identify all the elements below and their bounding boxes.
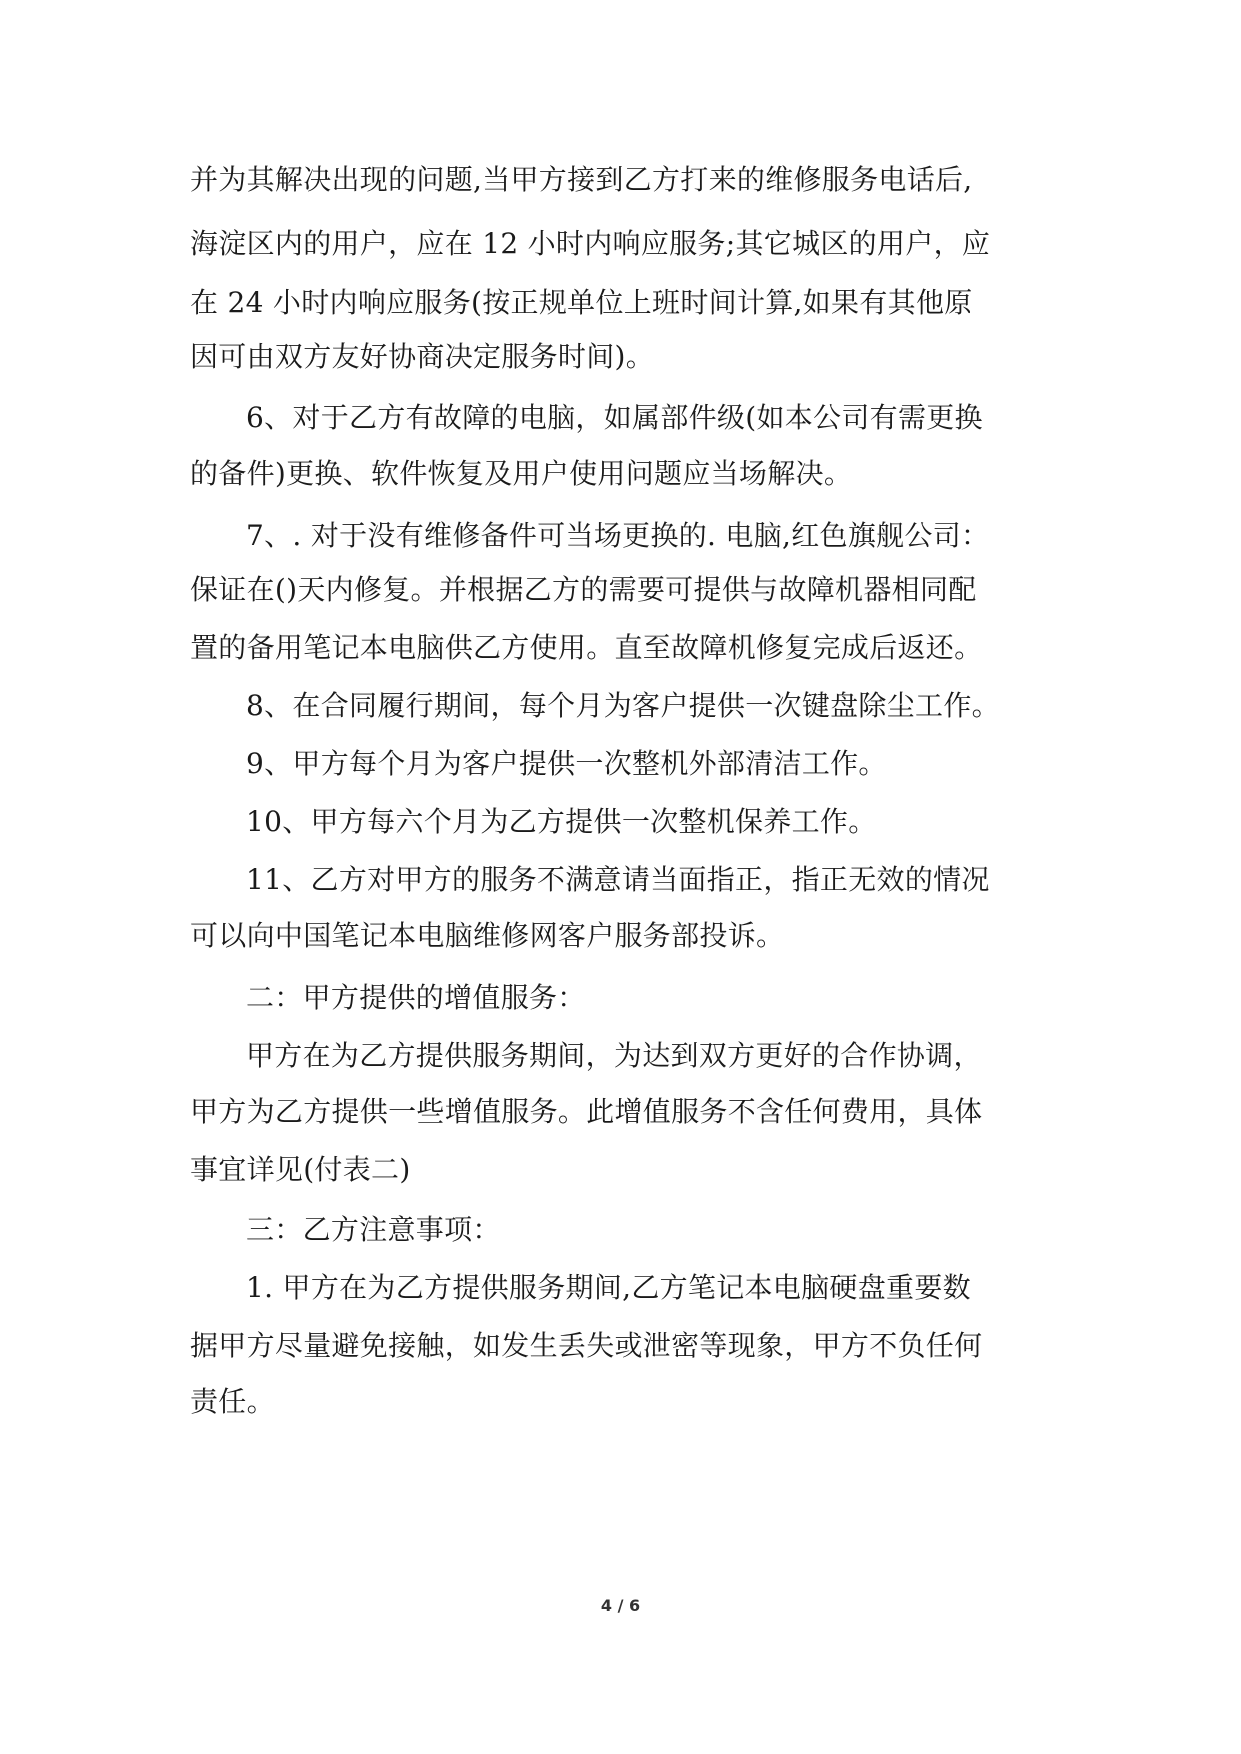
text-line: 因可由双方友好协商决定服务时间)。 <box>190 340 655 373</box>
paragraph-notice-1: 1. 甲方在为乙方提供服务期间,乙方笔记本电脑硬盘重要数 <box>246 1271 971 1304</box>
text-line: 据甲方尽量避免接触，如发生丢失或泄密等现象，甲方不负任何 <box>190 1329 983 1362</box>
paragraph-item-8: 8、在合同履行期间，每个月为客户提供一次键盘除尘工作。 <box>246 689 1000 722</box>
text-line: 事宜详见(付表二) <box>190 1153 411 1186</box>
section-heading-2: 二：甲方提供的增值服务： <box>246 981 586 1014</box>
text-line: 甲方为乙方提供一些增值服务。此增值服务不含任何费用，具体 <box>190 1095 983 1128</box>
text-line: 海淀区内的用户，应在 12 小时内响应服务;其它城区的用户，应 <box>190 227 991 260</box>
paragraph-item-9: 9、甲方每个月为客户提供一次整机外部清洁工作。 <box>246 747 887 780</box>
paragraph-item-11: 11、乙方对甲方的服务不满意请当面指正，指正无效的情况 <box>246 863 990 896</box>
paragraph-item-6: 6、对于乙方有故障的电脑，如属部件级(如本公司有需更换 <box>246 401 983 434</box>
paragraph-item-7: 7、. 对于没有维修备件可当场更换的. 电脑,红色旗舰公司： <box>246 519 990 552</box>
paragraph-item-10: 10、甲方每六个月为乙方提供一次整机保养工作。 <box>246 805 877 838</box>
section-heading-3: 三：乙方注意事项： <box>246 1213 501 1246</box>
text-line: 置的备用笔记本电脑供乙方使用。直至故障机修复完成后返还。 <box>190 631 983 664</box>
page-number: 4 / 6 <box>600 1596 641 1615</box>
text-line: 保证在()天内修复。并根据乙方的需要可提供与故障机器相同配 <box>190 573 977 606</box>
text-line: 责任。 <box>190 1385 275 1418</box>
text-line: 的备件)更换、软件恢复及用户使用问题应当场解决。 <box>190 457 853 490</box>
text-line: 并为其解决出现的问题,当甲方接到乙方打来的维修服务电话后, <box>190 163 973 196</box>
text-line: 在 24 小时内响应服务(按正规单位上班时间计算,如果有其他原 <box>190 286 973 319</box>
paragraph-value-added: 甲方在为乙方提供服务期间，为达到双方更好的合作协调， <box>246 1039 982 1072</box>
text-line: 可以向中国笔记本电脑维修网客户服务部投诉。 <box>190 919 785 952</box>
